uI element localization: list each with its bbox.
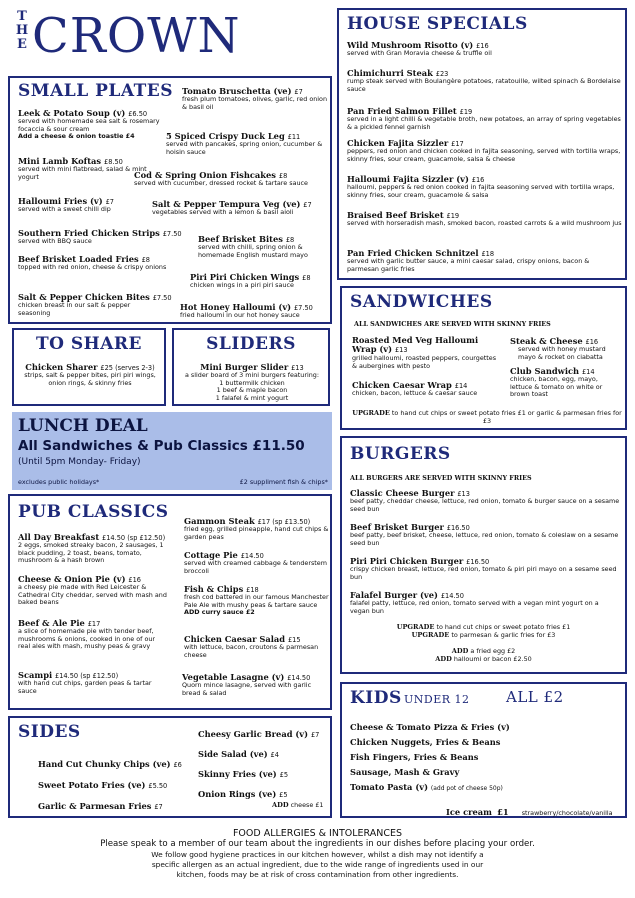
menu-item: Beef & Ale Pie £17 a slice of homemade pie with tender beef, mushrooms & onions, cooked in one of our real ales with mash, mushy peas & gravy [18, 618, 156, 651]
menu-item: Cod & Spring Onion Fishcakes £8 served with cucumber, dressed rocket & tartare sauce [134, 170, 308, 187]
menu-item: 5 Spiced Crispy Duck Leg £11 served with pancakes, spring onion, cucumber & hoisin sauce [166, 131, 323, 156]
allergy-line: kitchen, foods may be at risk of cross contamination from other ingredients. [176, 870, 459, 879]
menu-item: Salt & Pepper Tempura Veg (ve) £7 vegetables served with a lemon & basil aioli [152, 199, 312, 216]
menu-item: Hot Honey Halloumi (v) £7.50 fried halloumi in our hot honey sauce [180, 302, 313, 319]
menu-item: Beef Brisket Loaded Fries £8 topped with red onion, cheese & crispy onions [18, 254, 167, 271]
menu-item: Classic Cheese Burger £13 beef patty, cheddar cheese, lettuce, red onion, tomato & burger sauce on a sesame seed bun [350, 488, 620, 513]
section-title: TO SHARE [36, 334, 142, 354]
sandwiches-section [340, 286, 627, 430]
kids-under-label: UNDER 12 [404, 693, 470, 706]
allergy-line: specific allergen as an actual ingredient, due to the wide range of ingredients used in our [151, 860, 484, 869]
menu-item: Southern Fried Chicken Strips £7.50 served with BBQ sauce [18, 228, 182, 245]
menu-item: Halloumi Fajita Sizzler (v) £16 halloumi, peppers & red onion cooked in fajita seasoning served with tortilla wraps, skinny fries, sour cream, guacamole & salsa [347, 174, 615, 199]
section-subtitle: ALL BURGERS ARE SERVED WITH SKINNY FRIES [350, 474, 532, 482]
lunch-deal-headline: All Sandwiches & Pub Classics £11.50 [18, 438, 305, 454]
menu-item: Scampi £14.50 (sp £12.50) with hand cut chips, garden peas & tartar sauce [18, 670, 152, 695]
menu-item: Halloumi Fries (v) £7 served with a sweet chilli dip [18, 196, 114, 213]
allergy-title: FOOD ALLERGIES & INTOLERANCES [232, 828, 403, 839]
add-note: ADD cheese £1 [272, 801, 324, 809]
allergy-footer [0, 828, 635, 880]
add-note: ADD a fried egg £2 ADD halloumi or bacon £2.50 [435, 647, 532, 663]
menu-item: Chimichurri Steak £23 rump steak served with Boulangère potatoes, ratatouille, wilted spinach & Bordelaise sauce [347, 68, 621, 93]
menu-item: Beef Brisket Bites £8 served with chilli, spring onion & homemade English mustard mayo [198, 234, 308, 259]
sides-section [8, 716, 332, 818]
menu-item: Mini Burger Slider £13 a slider board of 3 mini burgers featuring: 1 buttermilk chicken 1 beef & maple bacon 1 falafel & mint yogurt [184, 362, 320, 402]
small-plates-section [8, 76, 332, 324]
menu-item: Piri Piri Chicken Burger £16.50 crispy chicken breast, lettuce, red onion, tomato & piri piri mayo on a sesame seed bun [350, 556, 617, 581]
menu-item: Roasted Med Veg Halloumi Wrap (v) £13 grilled halloumi, roasted peppers, courgettes & aubergines with pesto [352, 335, 497, 370]
menu-item: Leek & Potato Soup (v) £6.50 served with homemade sea salt & rosemary focaccia & sour cream Add a cheese & onion toastie £4 [18, 108, 160, 141]
menu-item: Pan Fried Chicken Schnitzel £18 served with garlic butter sauce, a mini caesar salad, crispy onions, bacon & parmesan garlic fries [347, 248, 590, 273]
kids-price-label: ALL £2 [506, 688, 564, 706]
kids-section [340, 682, 627, 818]
section-title: HOUSE SPECIALS [347, 14, 528, 34]
sides-right-list: Cheesy Garlic Bread (v) £7 Side Salad (ve) £4 Skinny Fries (ve) £5 Onion Rings (ve) £5 [198, 729, 320, 799]
menu-item: Salt & Pepper Chicken Bites £7.50 chicken breast in our salt & pepper seasoning [18, 292, 172, 317]
section-subtitle: ALL SANDWICHES ARE SERVED WITH SKINNY FRIES [354, 320, 551, 328]
menu-item: Chicken Fajita Sizzler £17 peppers, red onion and chicken cooked in fajita seasoning, served with tortilla wraps, skinny fries, sour cream, guacamole, salsa & cheese [347, 138, 621, 163]
menu-item: Vegetable Lasagne (v) £14.50 Quorn mince lasagne, served with garlic bread & salad [182, 672, 312, 697]
to-share-section [12, 328, 166, 406]
menu-item: Chicken Caesar Salad £15 with lettuce, bacon, croutons & parmesan cheese [184, 634, 319, 659]
section-title: KIDS [350, 688, 402, 708]
menu-item: Pan Fried Salmon Fillet £19 served in a light chilli & vegetable broth, new potatoes, an array of spring vegetables & a pickled fennel garnish [347, 106, 621, 131]
house-specials-section [337, 8, 627, 280]
section-title: SANDWICHES [350, 292, 493, 312]
lunch-deal-footnote-left: excludes public holidays* [18, 478, 100, 486]
ice-cream-item: Ice cream £1 strawberry/chocolate/vanilla [446, 807, 613, 817]
upgrade-note: UPGRADE to hand cut chips or sweet potato fries £1 or garlic & parmesan fries for £3 [352, 409, 622, 425]
lunch-deal-banner [12, 412, 332, 490]
menu-item: Cottage Pie £14.50 served with creamed cabbage & tenderstem broccoli [184, 550, 327, 575]
burgers-section [340, 436, 627, 674]
allergy-line: We follow good hygiene practices in our kitchen however, whilst a dish may not identify a [151, 850, 484, 859]
menu-item: Wild Mushroom Risotto (v) £16 served with Gran Moravia cheese & truffle oil [347, 40, 492, 57]
section-title: SMALL PLATES [18, 81, 173, 101]
lunch-deal-subline: (Until 5pm Monday- Friday) [18, 457, 141, 467]
menu-item: All Day Breakfast £14.50 (sp £12.50) 2 eggs, smoked streaky bacon, 2 sausages, 1 black pudding, 2 toast, beans, tomato, mushroom & a hash brown [18, 532, 166, 565]
menu-item: Cheese & Onion Pie (v) £16 a cheesy pie made with Red Leicester & Cathedral City cheddar, served with mash and baked beans [18, 574, 167, 607]
menu-item: Tomato Bruschetta (ve) £7 fresh plum tomatoes, olives, garlic, red onion & basil oil [182, 86, 328, 111]
pub-classics-section [8, 494, 332, 710]
menu-item: Fish & Chips £18 fresh cod battered in our famous Manchester Pale Ale with mushy peas & tartare sauce ADD curry sauce £2 [184, 584, 329, 617]
menu-item: Beef Brisket Burger £16.50 beef patty, beef brisket, cheese, lettuce, red onion, tomato & coleslaw on a sesame seed bun [350, 522, 619, 547]
menu-item: Falafel Burger (ve) £14.50 falafel patty, lettuce, red onion, tomato served with a vegan mint yogurt on a vegan bun [350, 590, 599, 615]
menu-item: Chicken Caesar Wrap £14 chicken, bacon, lettuce & caesar sauce [352, 380, 478, 397]
section-title: SLIDERS [206, 334, 296, 354]
menu-item: Club Sandwich £14 chicken, bacon, egg, mayo, lettuce & tomato on white or brown toast [510, 366, 603, 399]
menu-item: Gammon Steak £17 (sp £13.50) fried egg, grilled pineapple, hand cut chips & garden peas [184, 516, 329, 541]
upgrade-note: UPGRADE to hand cut chips or sweet potato fries £1 UPGRADE to parmesan & garlic fries for £3 [396, 623, 571, 639]
menu-item: Mini Lamb Koftas £8.50 served with mini flatbread, salad & mint yogurt [18, 156, 147, 181]
lunch-deal-title: LUNCH DEAL [18, 416, 148, 436]
menu-item: Steak & Cheese £16 served with honey mustard mayo & rocket on ciabatta [510, 336, 606, 361]
sides-left-list: Hand Cut Chunky Chips (ve) £6 Sweet Potato Fries (ve) £5.50 Garlic & Parmesan Fries £7 [38, 759, 182, 811]
section-title: SIDES [18, 722, 81, 742]
menu-item: Chicken Sharer £25 (serves 2-3) strips, salt & pepper bites, piri piri wings, onion rings, & skinny fries [24, 362, 156, 387]
menu-item: Piri Piri Chicken Wings £8 chicken wings in a piri piri sauce [190, 272, 311, 289]
section-title: BURGERS [350, 444, 451, 464]
lunch-deal-footnote-right: £2 suppliment fish & chips* [239, 478, 328, 486]
sliders-section [172, 328, 330, 406]
logo-crown: CROWN [32, 8, 241, 64]
kids-items: Cheese & Tomato Pizza & Fries (v) Chicken Nuggets, Fries & Beans Fish Fingers, Fries & Beans Sausage, Mash & Gravy Tomato Pasta (v) (add pot of cheese 50p) [350, 722, 510, 792]
section-title: PUB CLASSICS [18, 502, 169, 522]
menu-item: Braised Beef Brisket £19 served with horseradish mash, smoked bacon, roasted carrots & a wild mushroom jus [347, 210, 622, 227]
allergy-line: Please speak to a member of our team about the ingredients in our dishes before placing your order. [100, 839, 535, 849]
logo-the: T H E [15, 9, 29, 52]
